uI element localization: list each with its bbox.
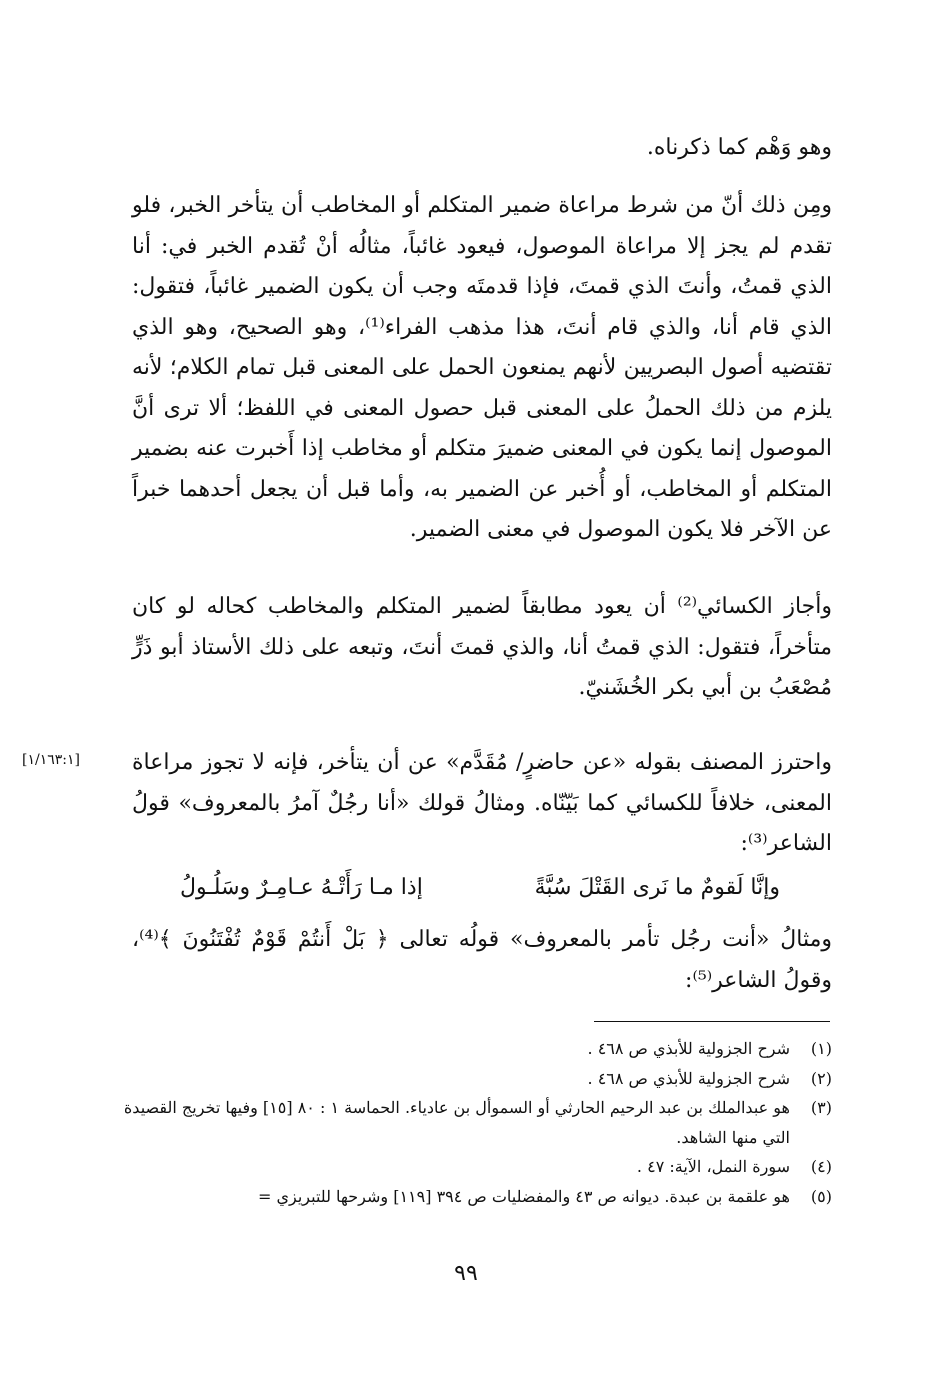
- footnote-item: [110, 1182, 832, 1212]
- footnotes-list: [110, 1034, 832, 1211]
- footnote-number: (٢): [810, 1068, 832, 1088]
- footnote-text: شرح الجزولية للأبذي ص ٤٦٨ .: [587, 1039, 790, 1058]
- paragraph-3: وأجاز الكسائي⁽²⁾ أن يعود مطابقاً لضمير المتكلم والمخاطب كحاله لو كان متأخراً، فتقول: الذي قمتُ أنا، والذي قمتَ أنتَ، وتبعه على ذلك الأستاذ أبو ذَرٍّ مُصْعَبُ بن أبي بكر الخُشَنيّ.: [132, 594, 832, 700]
- footnote-item: [110, 1152, 832, 1182]
- page-number: ٩٩: [454, 1261, 478, 1286]
- footnote-text: هو عبدالملك بن عبد الرحيم الحارثي أو السموأل بن عادياء. الحماسة ١ : ٨٠ [١٥] وفيها تخريج القصيدة التي منها الشاهد.: [123, 1098, 790, 1147]
- paragraph-5: ومثالُ «أنت رجُل تأمر بالمعروف» قولُه تعالى ﴿ بَلْ أَنتُمْ قَوْمٌ تُفْتَنُونَ ﴾⁽⁴⁾، وقولُ الشاعر⁽⁵⁾:: [132, 927, 832, 993]
- footnote-number: (٥): [810, 1186, 832, 1206]
- footnote-text: شرح الجزولية للأبذي ص ٤٦٨ .: [587, 1068, 790, 1088]
- footnote-text: هو علقمة بن عبدة. ديوانه ص ٤٣ والمفضليات ص ٣٩٤ [١١٩] وشرحها للتبريزي =: [257, 1186, 790, 1206]
- verse-first-hemistich: وإنَّا لَقومٌ ما نَرى القَتْلَ سُبَّةً: [534, 875, 780, 900]
- footnote-number: (٤): [810, 1157, 832, 1176]
- footnote-item: [110, 1064, 832, 1094]
- margin-reference: [١/١٦٣:١]: [22, 752, 80, 768]
- footnote-item: [110, 1034, 832, 1064]
- paragraph-2: ومِن ذلك أنّ من شرط مراعاة ضمير المتكلم أو المخاطب أن يتأخر الخبر، فلو تقدم لم يجز إلا مراعاة الموصول، فيعود غائباً، مثالُه أنْ تُقدم الخبر في: أنا الذي قمتُ، وأنتَ الذي قمتَ، فإذا قدمتَه وجب أن يكون الضمير غائباً، فتقول: الذي قام أنا، والذي قام أنتَ، هذا مذهب الفراء⁽¹⁾، وهو الصحيح، وهو الذي تقتضيه أصول البصريين لأنهم يمنعون الحمل على المعنى قبل تمام الكلام؛ لأنه يلزم من ذلك الحملُ على المعنى قبل حصول المعنى في اللفظ؛ ألا ترى أنَّ الموصول إنما يكون في المعنى ضميرَ متكلم أو مخاطب إذا أَخبرت عنه بضمير المتكلم أو المخاطب، أو أُخبر عن الضمير به، وأما قبل أن يجعل أحدهما خبراً عن الآخر فلا يكون الموصول في معنى الضمير.: [132, 193, 832, 542]
- footnote-number: (٣): [810, 1098, 832, 1117]
- paragraph-4: واحترز المصنف بقوله «عن حاضرٍ/ مُقَدَّم» عن أن يتأخر، فإنه لا تجوز مراعاة المعنى، خلافاً للكسائي كما بَيّنّاه. ومثالُ قولك «أنا رجُلٌ آمرُ بالمعروف» قولُ الشاعر⁽³⁾:: [132, 750, 832, 856]
- footnote-text: سورة النمل، الآية: ٤٧ .: [636, 1157, 790, 1176]
- poetry-verse: [180, 868, 780, 908]
- footnote-separator: [594, 1021, 830, 1022]
- footnote-item: [110, 1093, 832, 1152]
- verse-second-hemistich: إذا مـا رَأَتْـهُ عـامِـرٌ وسَلُـولُ: [180, 875, 423, 900]
- footnote-number: (١): [810, 1039, 832, 1058]
- paragraph-1: وهو وَهْم كما ذكرناه.: [646, 135, 832, 160]
